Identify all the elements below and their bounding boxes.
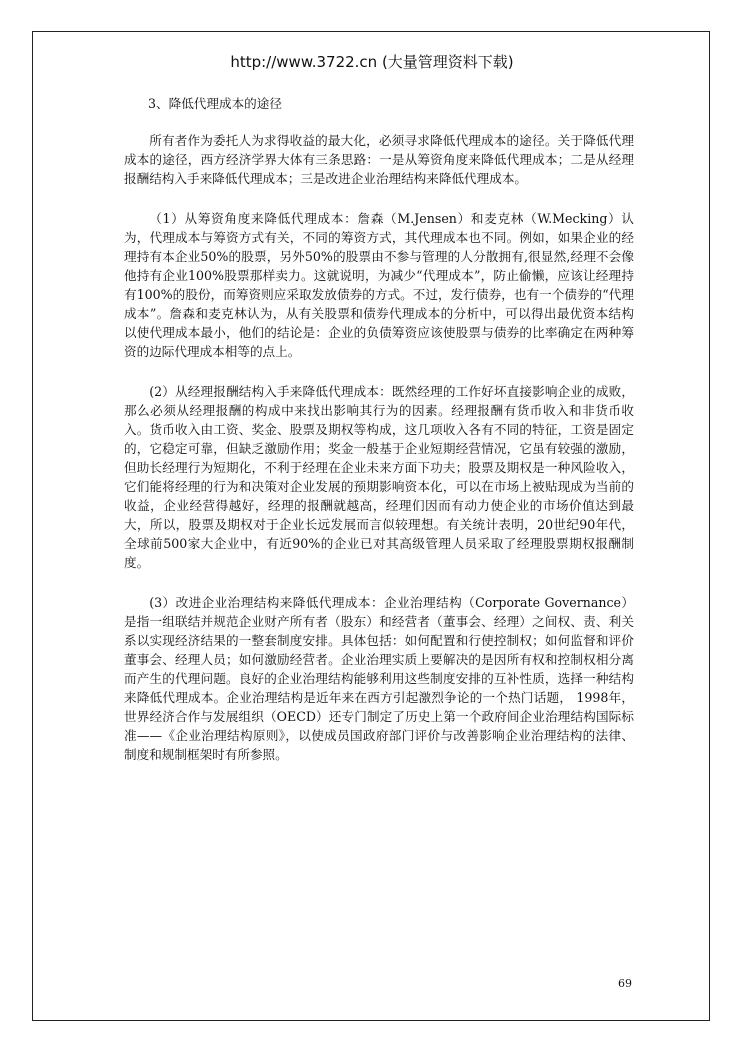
header-url[interactable]: http://www.3722.cn <box>230 53 378 71</box>
document-body <box>124 94 634 785</box>
page-number: 69 <box>618 977 632 990</box>
section-title: 3、降低代理成本的途径 <box>148 96 282 111</box>
paragraph-compensation-approach: (2）从经理报酬结构入手来降低代理成本：既然经理的工作好坏直接影响企业的成败，那么必须从经理报酬的构成中来找出影响其行为的因素。经理报酬有货币收入和非货币收入。货币收入由工资、奖金、股票及期权等构成，这几项收入各有不同的特征，工资是固定的，它稳定可靠，但缺乏激励作用；奖金一般基于企业短期经营情况，它虽有较强的激励，但助长经理行为短期化，不利于经理在企业未来方面下功夫；股票及期权是一种风险收入，它们能将经理的行为和决策对企业发展的预期影响资本化，可以在市场上被贴现成为当前的收益，企业经营得越好，经理的报酬就越高，经理们因而有动力使企业的市场价值达到最大，所以，股票及期权对于企业长远发展而言似较理想。有关统计表明，20世纪90年代，全球前500家大企业中，有近90%的企业已对其高级管理人员采取了经理股票期权报酬制度。 <box>124 384 634 570</box>
header-tagline: (大量管理资料下载) <box>381 53 514 71</box>
page-header <box>0 52 744 72</box>
paragraph-financing-approach: （1）从筹资角度来降低代理成本：詹森（M.Jensen）和麦克林（W.Mecking）认为，代理成本与筹资方式有关，不同的筹资方式，其代理成本也不同。例如，如果企业的经理持有本企业50%的股票，另外50%的股票由不参与管理的人分散拥有,很显然,经理不会像他持有企业100%股票那样卖力。这就说明，为减少“代理成本”，防止偷懒，应该让经理持有100%的股份，而筹资则应采取发放债券的方式。不过，发行债券，也有一个债券的“代理成本”。詹森和麦克林认为，从有关股票和债券代理成本的分析中，可以得出最优资本结构以使代理成本最小，他们的结论是：企业的负债筹资应该使股票与债券的比率确定在两种筹资的边际代理成本相等的点上。 <box>124 211 634 359</box>
paragraph-governance-approach: (3）改进企业治理结构来降低代理成本：企业治理结构（Corporate Governance）是指一组联结并规范企业财产所有者（股东）和经营者（董事会、经理）之间权、责、利关系以实现经济结果的一整套制度安排。具体包括：如何配置和行使控制权；如何监督和评价董事会、经理人员；如何激励经营者。企业治理实质上要解决的是因所有权和控制权相分离而产生的代理问题。良好的企业治理结构能够利用这些制度安排的互补性质，选择一种结构来降低代理成本。企业治理结构是近年来在西方引起激烈争论的一个热门话题， 1998年，世界经济合作与发展组织（OECD）还专门制定了历史上第一个政府间企业治理结构国际标准——《企业治理结构原则》，以使成员国政府部门评价与改善影响企业治理结构的法律、制度和规制框架时有所参照。 <box>124 595 634 762</box>
paragraph-intro: 所有者作为委托人为求得收益的最大化，必须寻求降低代理成本的途径。关于降低代理成本的途径，西方经济学界大体有三条思路：一是从筹资角度来降低代理成本；二是从经理报酬结构入手来降低代理成本；三是改进企业治理结构来降低代理成本。 <box>124 133 634 186</box>
